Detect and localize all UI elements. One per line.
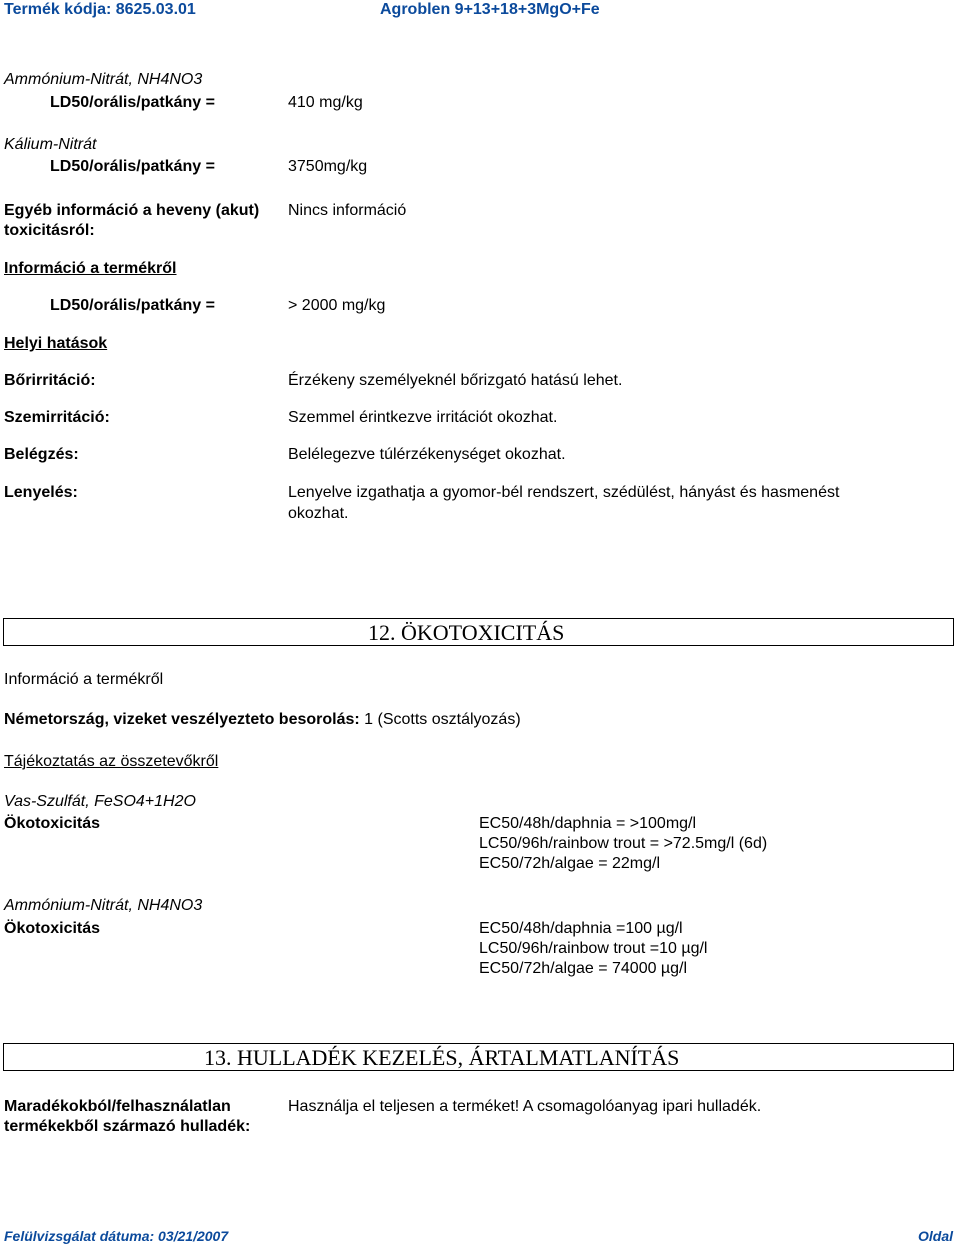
- product-code: Termék kódja: 8625.03.01: [4, 1, 196, 18]
- kalium-ld50-label: LD50/orális/patkány =: [50, 158, 215, 175]
- ammonium-nitrate-eco-name: Ammónium-Nitrát, NH4NO3: [4, 897, 203, 914]
- ammonium-ecotox-label: Ökotoxicitás: [4, 920, 101, 937]
- product-name: Agroblen 9+13+18+3MgO+Fe: [380, 1, 600, 18]
- ammonium-ld50-value: 410 mg/kg: [288, 94, 363, 111]
- ingestion-value-line2: okozhat.: [288, 505, 349, 522]
- ammonium-ld50-label: LD50/orális/patkány =: [50, 94, 215, 111]
- skin-irritation-label: Bőrirritáció:: [4, 372, 96, 389]
- ingestion-label: Lenyelés:: [4, 484, 78, 501]
- germany-water-label: Németország, vizeket veszélyezteto besorolás:: [4, 711, 360, 728]
- ingredients-heading: Tájékoztatás az összetevőkről: [4, 753, 219, 770]
- iron-sulfate-value-trout: LC50/96h/rainbow trout = >72.5mg/l (6d): [479, 835, 768, 852]
- ammonium-value-daphnia: EC50/48h/daphnia =100 µg/l: [479, 920, 683, 937]
- skin-irritation-value: Érzékeny személyeknél bőrizgató hatású lehet.: [288, 372, 623, 389]
- section-13-box: [3, 1043, 954, 1071]
- local-effects-heading: Helyi hatások: [4, 335, 108, 352]
- germany-water-value: 1 (Scotts osztályozás): [364, 711, 521, 728]
- eye-irritation-label: Szemirritáció:: [4, 409, 110, 426]
- kalium-nitrate-name: Kálium-Nitrát: [4, 136, 97, 153]
- review-date: Felülvizsgálat dátuma: 03/21/2007: [4, 1228, 229, 1244]
- other-info-label-line2: toxicitásról:: [4, 222, 95, 239]
- other-info-value: Nincs információ: [288, 202, 407, 219]
- ammonium-nitrate-name: Ammónium-Nitrát, NH4NO3: [4, 71, 203, 88]
- section-12-box: [3, 618, 954, 646]
- section-12-title: 12. ÖKOTOXICITÁS: [368, 620, 565, 645]
- inhalation-value: Belélegezve túlérzékenységet okozhat.: [288, 446, 566, 463]
- ingestion-value: Lenyelve izgathatja a gyomor-bél rendszert, szédülést, hányást és hasmenést: [288, 484, 840, 501]
- waste-value: Használja el teljesen a terméket! A csomagolóanyag ipari hulladék.: [288, 1098, 762, 1115]
- iron-sulfate-name: Vas-Szulfát, FeSO4+1H2O: [4, 793, 196, 810]
- waste-label-line1: Maradékokból/felhasználatlan: [4, 1098, 231, 1115]
- other-info-label-line1: Egyéb információ a heveny (akut): [4, 202, 260, 219]
- product-info-heading: Információ a termékről: [4, 260, 177, 277]
- page-label: Oldal: [918, 1228, 954, 1244]
- ammonium-value-algae: EC50/72h/algae = 74000 µg/l: [479, 960, 688, 977]
- iron-sulfate-value-daphnia: EC50/48h/daphnia = >100mg/l: [479, 815, 697, 832]
- inhalation-label: Belégzés:: [4, 446, 79, 463]
- product-ld50-label: LD50/orális/patkány =: [50, 297, 215, 314]
- eye-irritation-value: Szemmel érintkezve irritációt okozhat.: [288, 409, 558, 426]
- product-ld50-value: > 2000 mg/kg: [288, 297, 386, 314]
- section-13-title: 13. HULLADÉK KEZELÉS, ÁRTALMATLANÍTÁS: [204, 1045, 680, 1070]
- kalium-ld50-value: 3750mg/kg: [288, 158, 368, 175]
- waste-label-line2: termékekből származó hulladék:: [4, 1118, 251, 1135]
- iron-sulfate-value-algae: EC50/72h/algae = 22mg/l: [479, 855, 661, 872]
- ammonium-value-trout: LC50/96h/rainbow trout =10 µg/l: [479, 940, 708, 957]
- iron-sulfate-ecotox-label: Ökotoxicitás: [4, 815, 101, 832]
- eco-product-info: Információ a termékről: [4, 671, 164, 688]
